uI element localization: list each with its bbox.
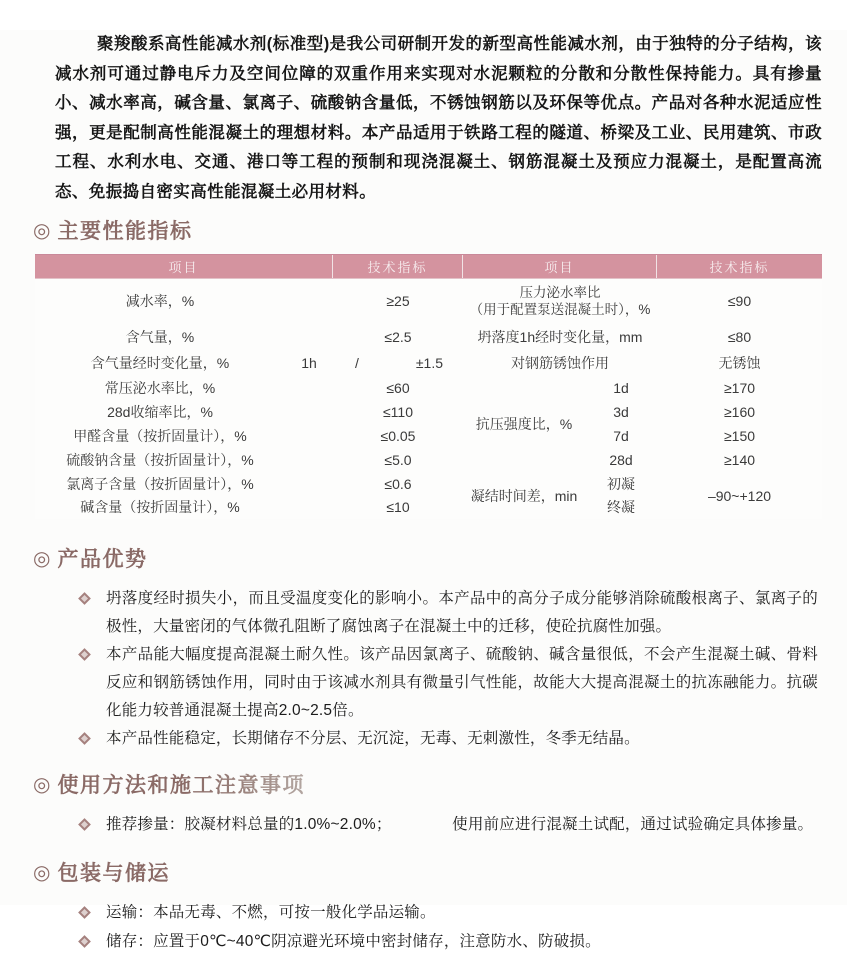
performance-table [35, 254, 822, 519]
perf-row-value: ±1.5 [415, 355, 443, 371]
table-header-cell: 项目 [463, 255, 657, 278]
list-item-text: 运输：本品无毒、不燃，可按一般化学品运输。 [106, 904, 436, 921]
performance-table-body [35, 279, 822, 519]
table-header-cell: 项目 [35, 255, 333, 278]
list-item-text: 坍落度经时损失小，而且受温度变化的影响小。本产品中的高分子成分能够消除硫酸根离子、氯离子的极性，大量密闭的气体微孔阻断了腐蚀离子在混凝土中的迁移，使砼抗腐性加强。 [106, 590, 818, 635]
section-marker-icon: ◎ [33, 862, 51, 884]
usage-line [106, 811, 818, 839]
perf-row-label: 减水率，% [125, 293, 195, 309]
document-page [0, 30, 847, 950]
section-marker-icon: ◎ [33, 774, 51, 796]
diamond-bullet-icon [78, 906, 91, 919]
section-heading-usage [0, 769, 847, 799]
section-heading-advantages [0, 543, 847, 573]
diamond-bullet-icon [78, 592, 91, 605]
perf-age-label: 3d [613, 404, 629, 420]
section-marker-icon: ◎ [33, 548, 51, 570]
packaging-list [0, 899, 847, 956]
diamond-bullet-icon [78, 935, 91, 948]
perf-row-label: 含气量经时变化量，% [90, 355, 230, 371]
perf-row-label-line1: 压力泌水率比 [519, 285, 601, 300]
section-title: 使用方法和施工注意事项 [57, 769, 305, 799]
list-item [80, 899, 847, 927]
perf-row-sublabel: 1h [301, 355, 317, 371]
section-heading-packaging [0, 857, 847, 887]
perf-row-label: 坍落度1h经时变化量，mm [477, 328, 643, 345]
perf-group-label: 抗压强度比，% [475, 416, 573, 432]
perf-row-label: 甲醛含量（按折固量计），% [73, 428, 247, 444]
perf-row-value: ≤80 [727, 328, 752, 345]
perf-row-label: 28d收缩率比，% [107, 404, 213, 420]
usage-list [0, 811, 847, 839]
perf-row-value: ≤2.5 [384, 328, 412, 345]
intro-paragraph: 聚羧酸系高性能减水剂(标准型)是我公司研制开发的新型高性能减水剂，由于独特的分子结构，该减水剂可通过静电斥力及空间位障的双重作用来实现对水泥颗粒的分散和分散性保持能力。具有掺量小、减水率高，碱含量、氯离子、硫酸钠含量低，不锈蚀钢筋以及环保等优点。产品对各种水泥适应性强，更是配制高性能混凝土的理想材料。本产品适用于铁路工程的隧道、桥梁及工业、民用建筑、市政工程、水利水电、交通、港口等工程的预制和现浇混凝土、钢筋混凝土及预应力混凝土，是配置高流态、免振捣自密实高性能混凝土必用材料。 [55, 35, 822, 201]
perf-row-value: ≤90 [727, 293, 752, 309]
perf-row-value: ≥170 [723, 380, 756, 396]
usage-note-text: 使用前应进行混凝土试配，通过试验确定具体掺量。 [452, 816, 814, 833]
section-title: 主要性能指标 [57, 220, 193, 243]
perf-row-label: 对钢筋锈蚀作用 [511, 355, 609, 371]
advantages-list [0, 585, 847, 753]
perf-row-label: 氯离子含量（按折固量计），% [66, 475, 254, 492]
perf-row-value: ≤0.6 [384, 475, 412, 492]
diamond-bullet-icon [78, 732, 91, 745]
perf-row-value: ≥140 [723, 452, 756, 468]
perf-row-value: ≤110 [382, 404, 413, 420]
perf-sub-label: 终凝 [607, 499, 635, 515]
section-title: 产品优势 [57, 548, 148, 571]
perf-row-value: ≥150 [723, 428, 756, 444]
list-item [80, 811, 847, 839]
perf-row-label [463, 279, 657, 323]
perf-row-label: 含气量，% [125, 328, 195, 345]
diamond-bullet-icon [78, 818, 91, 831]
perf-row-value: ≤0.05 [380, 428, 416, 444]
perf-row-value: ≥160 [723, 404, 756, 420]
diamond-bullet-icon [78, 648, 91, 661]
list-item-text: 本产品性能稳定，长期储存不分层、无沉淀，无毒、无刺激性，冬季无结晶。 [106, 730, 640, 747]
perf-row-label: 硫酸钠含量（按折固量计），% [66, 452, 254, 468]
table-header-cell: 技术指标 [333, 255, 463, 278]
performance-table-header [35, 254, 822, 279]
dosage-text: 推荐掺量：胶凝材料总量的1.0%~2.0%； [106, 816, 392, 833]
list-item [80, 725, 847, 753]
perf-row-label: 碱含量（按折固量计），% [80, 499, 240, 515]
list-item-text: 本产品能大幅度提高混凝土耐久性。该产品因氯离子、硫酸钠、碱含量很低，不会产生混凝土碱、骨料反应和钢筋锈蚀作用，同时由于该减水剂具有微量引气性能，故能大大提高混凝土的抗冻融能力。抗碳化能力较普通混凝土提高2.0~2.5倍。 [106, 646, 818, 719]
section-heading-performance [0, 215, 847, 245]
perf-row-value: ≤5.0 [384, 452, 412, 468]
section-marker-icon: ◎ [33, 220, 51, 242]
perf-row-label-line2: （用于配置泵送混凝土时），% [469, 302, 651, 317]
perf-row-value: 无锈蚀 [718, 355, 761, 371]
perf-row-value: –90~+120 [707, 487, 772, 504]
perf-row-value: ≤10 [386, 499, 410, 515]
perf-row-value-group [333, 350, 463, 376]
perf-group-label: 凝结时间差，min [470, 487, 578, 504]
table-header-cell: 技术指标 [709, 260, 770, 275]
perf-row-slash: / [355, 355, 359, 371]
perf-age-label: 7d [613, 428, 629, 444]
section-title: 包装与储运 [57, 862, 170, 885]
perf-row-label: 常压泌水率比，% [104, 380, 216, 396]
list-item [80, 641, 847, 725]
perf-sub-label: 初凝 [607, 475, 635, 492]
perf-age-label: 28d [609, 452, 633, 468]
perf-row-value: ≥25 [386, 293, 410, 309]
list-item [80, 928, 847, 956]
perf-age-label: 1d [613, 380, 629, 396]
list-item [80, 585, 847, 641]
list-item-text: 储存：应置于0℃~40℃阴凉避光环境中密封储存，注意防水、防破损。 [106, 933, 601, 950]
perf-row-value: ≤60 [386, 380, 410, 396]
